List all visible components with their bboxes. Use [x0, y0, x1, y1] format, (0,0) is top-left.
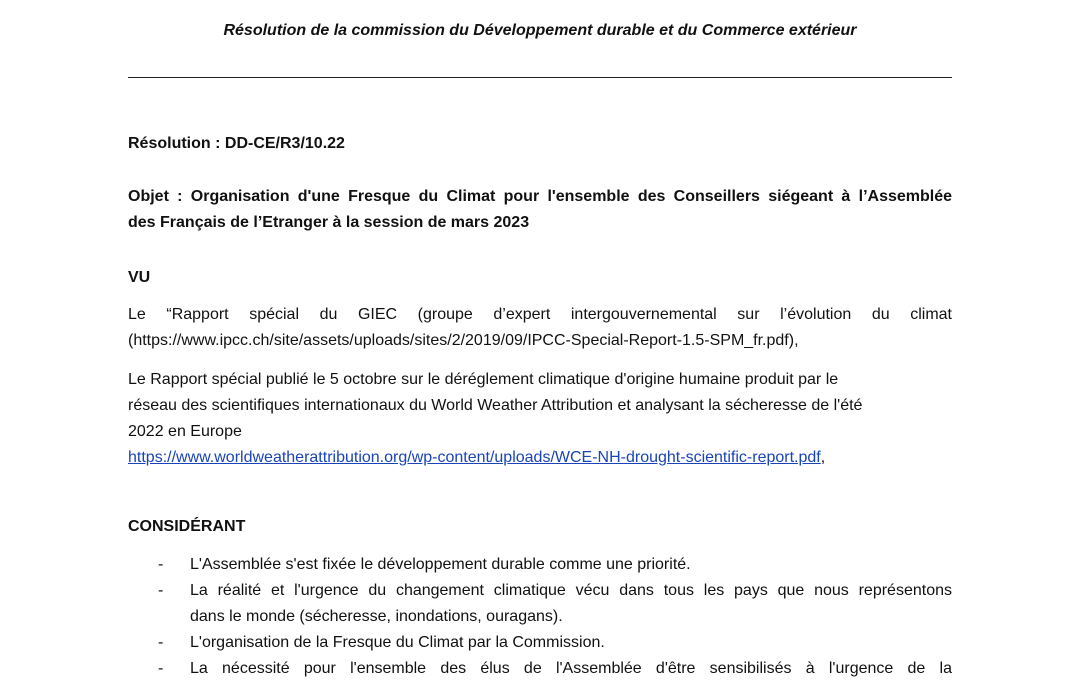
- dash-bullet: -: [158, 582, 164, 599]
- vu-p1-line-2: (https://www.ipcc.ch/site/assets/uploads/sites/2/2019/09/IPCC-Special-Report-1.5-SPM_fr.pdf),: [128, 332, 799, 349]
- considerant-heading: CONSIDÉRANT: [128, 518, 246, 535]
- resolution-number: Résolution : DD-CE/R3/10.22: [128, 135, 345, 152]
- list-item-text: La réalité et l'urgence du changement climatique vécu dans tous les pays que nous représentons: [190, 582, 952, 599]
- vu-p2-line-3: 2022 en Europe: [128, 423, 242, 440]
- vu-heading: VU: [128, 269, 151, 286]
- link-trailing-comma: ,: [820, 449, 826, 466]
- wwa-report-link[interactable]: https://www.worldweatherattribution.org/wp-content/uploads/WCE-NH-drought-scientific-report.pdf: [128, 449, 821, 466]
- vu-p2-line-1: Le Rapport spécial publié le 5 octobre sur le déréglement climatique d'origine humaine produit par le: [128, 371, 839, 388]
- objet-line-2: des Français de l’Etranger à la session de mars 2023: [128, 214, 530, 231]
- document-header-title: Résolution de la commission du Développement durable et du Commerce extérieur: [223, 22, 857, 39]
- vu-paragraph-giec: [128, 302, 952, 354]
- list-item: [128, 656, 952, 682]
- vu-p2-link-line: [128, 445, 952, 471]
- dash-bullet: -: [158, 660, 164, 677]
- list-item-text: La nécessité pour l'ensemble des élus de l'Assemblée d'être sensibilisés à l'urgence de la: [190, 660, 952, 677]
- list-item: [128, 630, 952, 656]
- list-item-text-cont: dans le monde (sécheresse, inondations, ouragans).: [190, 608, 563, 625]
- header-divider: [128, 77, 952, 78]
- considerant-list: [128, 552, 952, 682]
- vu-p1-line-1: Le “Rapport spécial du GIEC (groupe d’expert intergouvernemental sur l’évolution du climat: [128, 306, 952, 323]
- list-item-text: L'Assemblée s'est fixée le développement durable comme une priorité.: [190, 556, 691, 573]
- vu-paragraph-wwa: [128, 367, 952, 471]
- objet-paragraph: [128, 184, 952, 236]
- objet-line-1: Objet : Organisation d'une Fresque du Climat pour l'ensemble des Conseillers siégeant à l’Assemblée: [128, 188, 952, 205]
- list-item-text: L'organisation de la Fresque du Climat par la Commission.: [190, 634, 605, 651]
- dash-bullet: -: [158, 556, 164, 573]
- dash-bullet: -: [158, 634, 164, 651]
- list-item: [128, 552, 952, 578]
- list-item: [128, 578, 952, 630]
- considerant-list-container: [128, 552, 952, 682]
- vu-p2-line-2: réseau des scientifiques internationaux du World Weather Attribution et analysant la sécheresse de l'été: [128, 397, 863, 414]
